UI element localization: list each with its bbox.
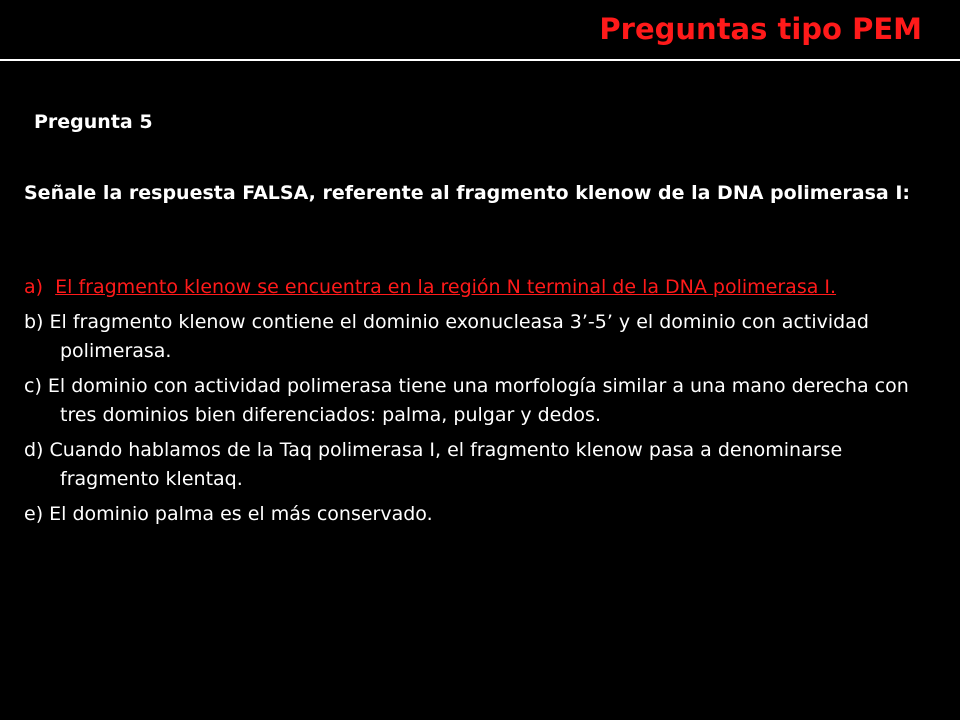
slide-title: Preguntas tipo PEM — [599, 12, 922, 46]
option-c — [24, 372, 934, 430]
option-d — [24, 436, 934, 494]
option-a-text: El fragmento klenow se encuentra en la región N terminal de la DNA polimerasa I. — [55, 276, 837, 298]
option-d-letter: d) — [24, 439, 44, 461]
title-divider — [0, 59, 960, 61]
option-e-letter: e) — [24, 503, 44, 525]
option-e — [24, 500, 934, 529]
question-text: Señale la respuesta FALSA, referente al fragmento klenow de la DNA polimerasa I: — [24, 182, 911, 204]
answer-options — [24, 273, 934, 535]
option-c-letter: c) — [24, 375, 42, 397]
option-e-text: El dominio palma es el más conservado. — [49, 503, 433, 525]
option-b — [24, 308, 934, 366]
option-a — [24, 273, 934, 302]
option-d-text: Cuando hablamos de la Taq polimerasa I, el fragmento klenow pasa a denominarse fragmento klentaq. — [49, 439, 843, 490]
question-number: Pregunta 5 — [34, 111, 153, 133]
option-c-text: El dominio con actividad polimerasa tiene una morfología similar a una mano derecha con tres dominios bien diferenciados: palma, pulgar y dedos. — [47, 375, 909, 426]
option-b-letter: b) — [24, 311, 44, 333]
option-b-text: El fragmento klenow contiene el dominio exonucleasa 3’-5’ y el dominio con actividad polimerasa. — [49, 311, 869, 362]
option-a-letter: a) — [24, 276, 44, 298]
